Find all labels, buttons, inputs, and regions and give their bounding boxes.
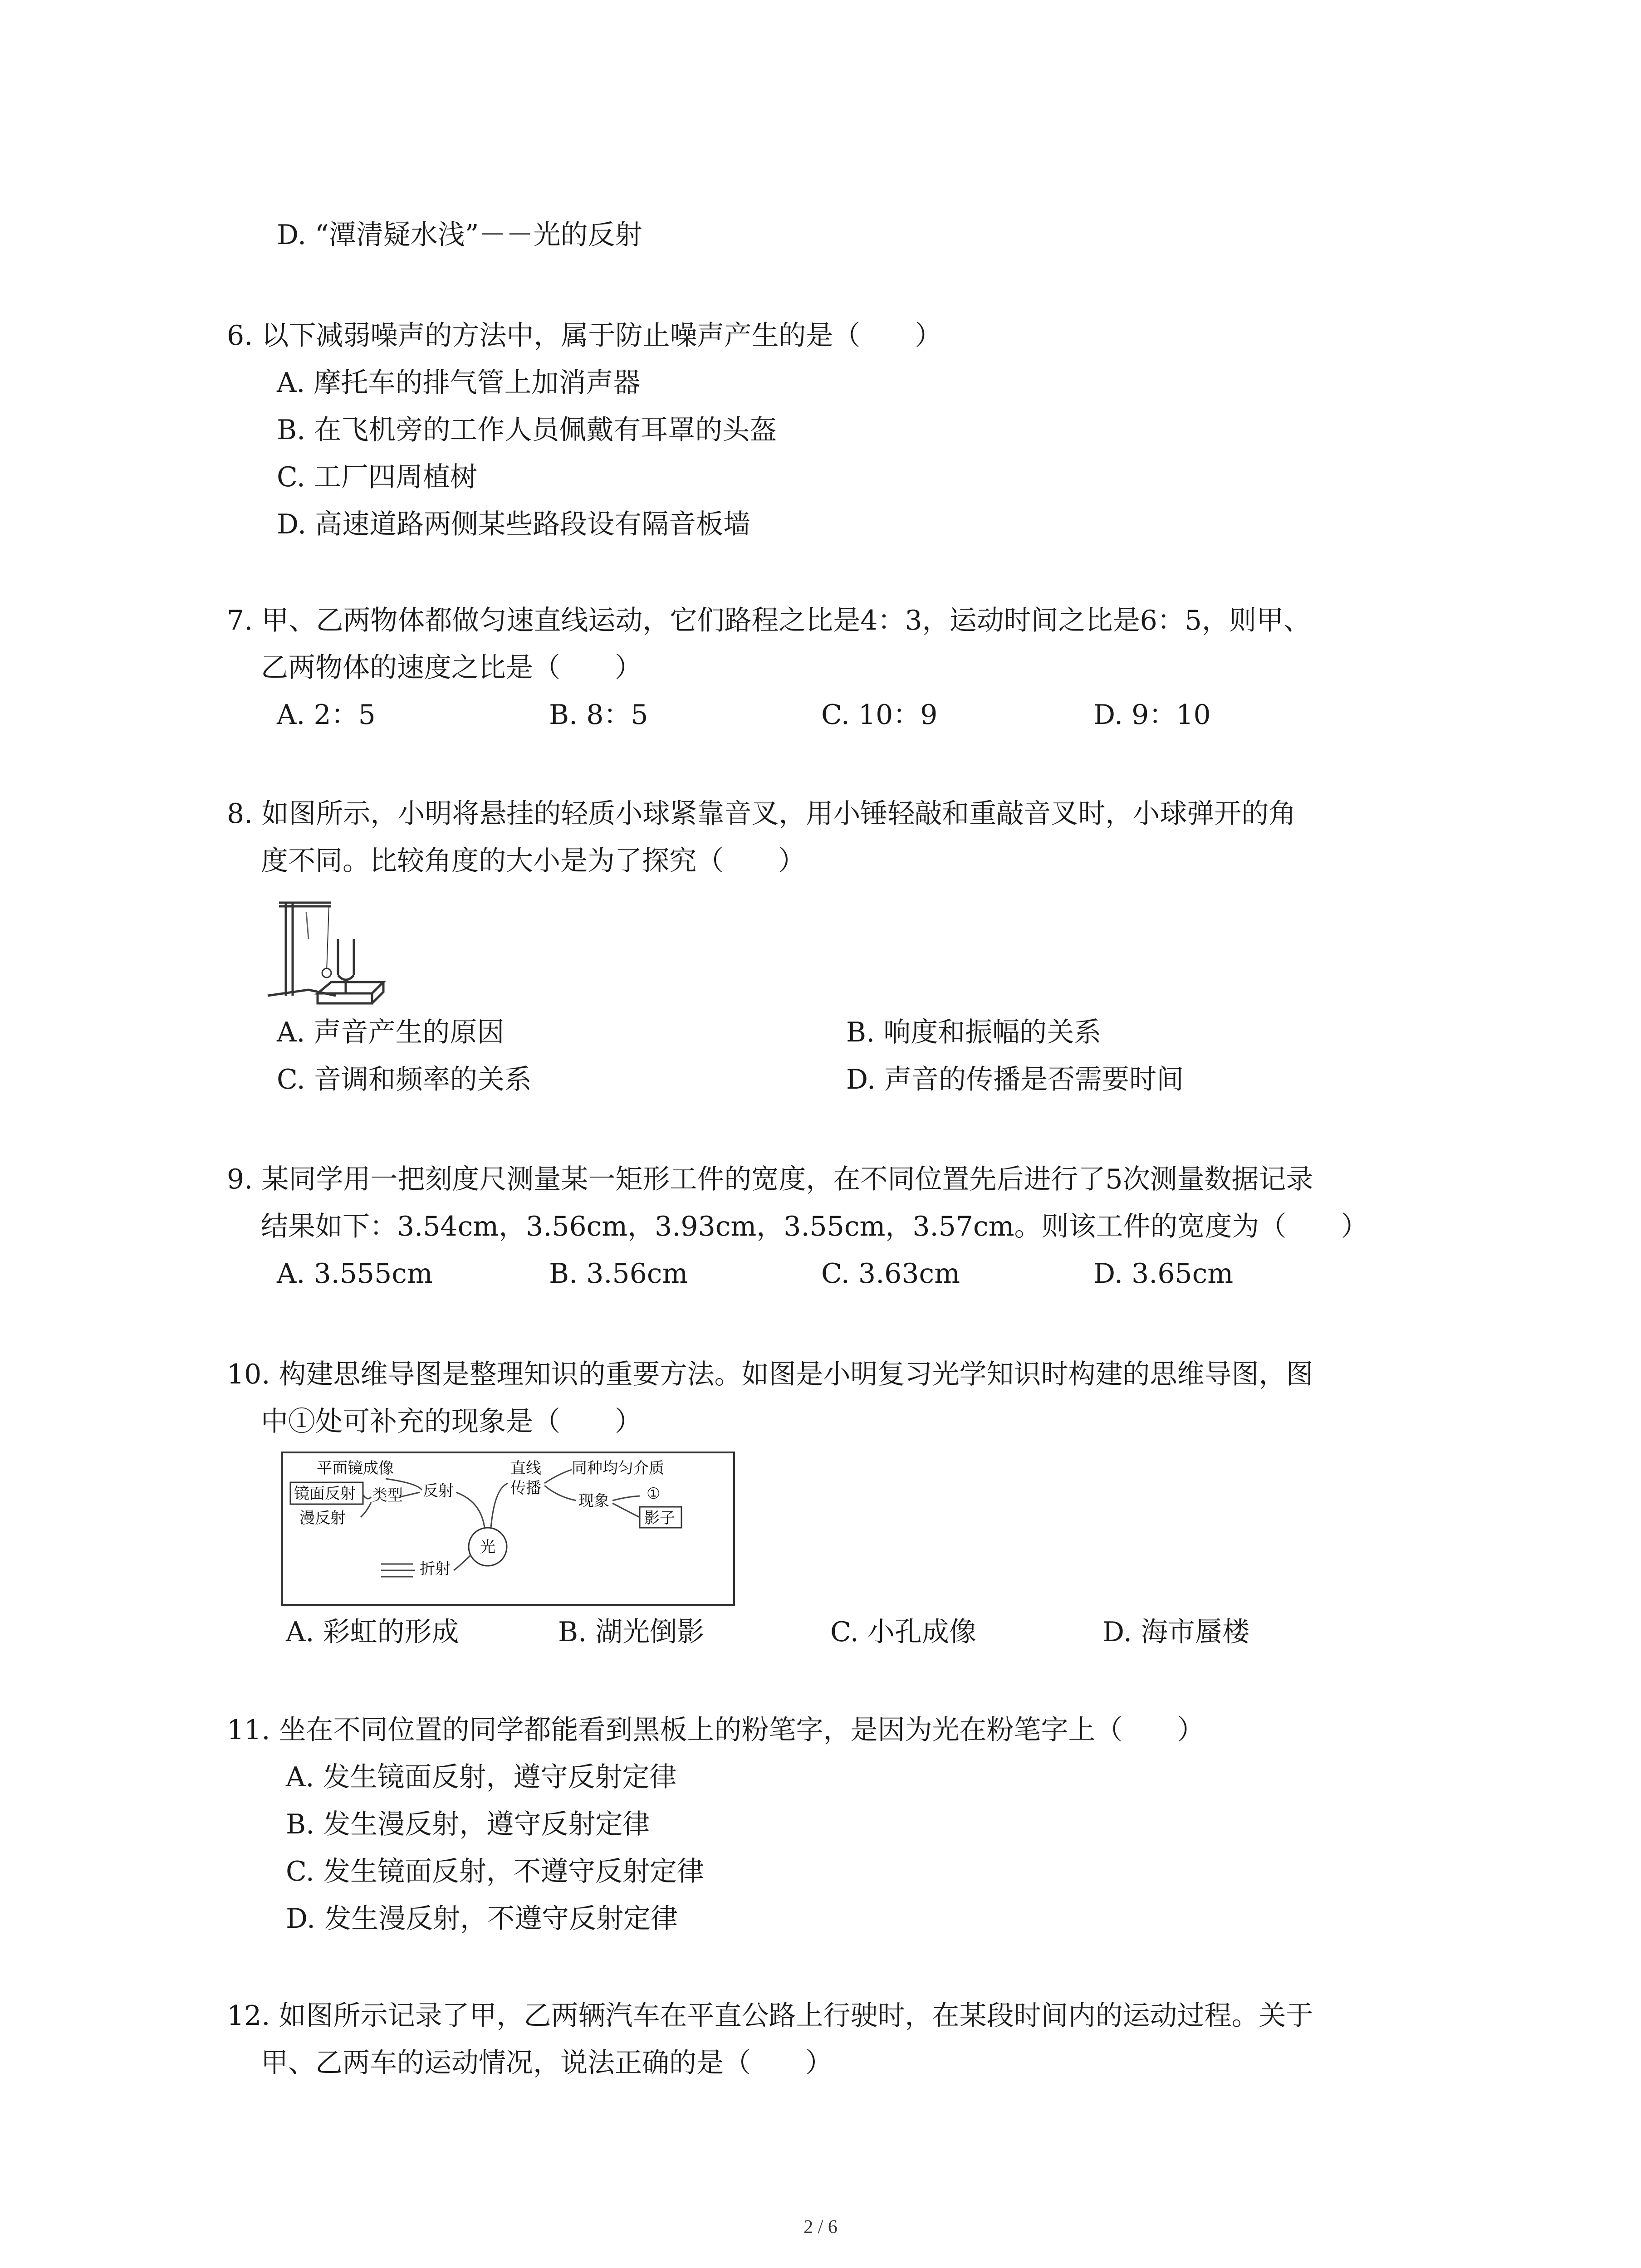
- mind-map-diagram: [281, 1452, 735, 1606]
- q9-option-a: A. 3.555cm: [277, 1258, 433, 1290]
- mm-propagation: 传播: [510, 1479, 541, 1497]
- mm-specular: 镜面反射: [294, 1485, 356, 1503]
- mm-uniform-medium: 同种均匀介质: [572, 1459, 664, 1477]
- mm-circle-one: ①: [647, 1485, 661, 1503]
- q7-option-c: C. 10：9: [821, 699, 938, 731]
- q8-option-c: C. 音调和频率的关系: [277, 1064, 532, 1095]
- mm-refraction: 折射: [420, 1560, 451, 1578]
- q7-option-b: B. 8：5: [549, 699, 648, 731]
- mm-diffuse: 漫反射: [299, 1509, 346, 1527]
- q10-option-a: A. 彩虹的形成: [286, 1616, 459, 1648]
- q6-option-d: D. 高速道路两侧某些路段设有隔音板墙: [277, 508, 751, 540]
- q6-option-b: B. 在飞机旁的工作人员佩戴有耳罩的头盔: [277, 414, 777, 446]
- q6-stem: 6. 以下减弱噪声的方法中，属于防止噪声产生的是（ ）: [227, 320, 942, 352]
- q11-option-c: C. 发生镜面反射，不遵守反射定律: [286, 1856, 704, 1887]
- q11-stem: 11. 坐在不同位置的同学都能看到黑板上的粉笔字，是因为光在粉笔字上（ ）: [227, 1714, 1205, 1746]
- q8-stem-line2: 度不同。比较角度的大小是为了探究（ ）: [261, 845, 805, 877]
- tuning-fork-figure: [259, 885, 449, 1012]
- q7-stem-line1: 7. 甲、乙两物体都做匀速直线运动，它们路程之比是4：3，运动时间之比是6：5，则甲、: [227, 605, 1311, 636]
- q7-stem-line2: 乙两物体的速度之比是（ ）: [261, 652, 642, 684]
- q10-stem-line2: 中①处可补充的现象是（ ）: [261, 1406, 642, 1437]
- q9-option-c: C. 3.63cm: [821, 1258, 960, 1290]
- q10-option-b: B. 湖光倒影: [558, 1616, 705, 1648]
- q5-option-d: D. “潭清疑水浅”－－光的反射: [277, 219, 642, 251]
- q6-option-a: A. 摩托车的排气管上加消声器: [277, 367, 641, 399]
- mm-shadow: 影子: [644, 1509, 675, 1527]
- mm-phenomenon: 现象: [578, 1492, 609, 1510]
- q12-stem-line2: 甲、乙两车的运动情况，说法正确的是（ ）: [261, 2047, 833, 2079]
- suspended-ball: [322, 968, 331, 978]
- q7-option-d: D. 9：10: [1093, 699, 1211, 731]
- q7-option-a: A. 2：5: [277, 699, 376, 731]
- q8-option-b: B. 响度和振幅的关系: [846, 1017, 1102, 1048]
- mm-light: 光: [480, 1538, 495, 1556]
- q10-option-d: D. 海市蜃楼: [1102, 1616, 1250, 1648]
- q9-stem-line2: 结果如下：3.54cm，3.56cm，3.93cm，3.55cm，3.57cm。则该工件的宽度为（ ）: [261, 1211, 1368, 1242]
- q8-option-d: D. 声音的传播是否需要时间: [846, 1064, 1184, 1095]
- q11-option-a: A. 发生镜面反射，遵守反射定律: [286, 1761, 677, 1793]
- q11-option-d: D. 发生漫反射，不遵守反射定律: [286, 1903, 678, 1935]
- q12-stem-line1: 12. 如图所示记录了甲，乙两辆汽车在平直公路上行驶时，在某段时间内的运动过程。关于: [227, 2000, 1313, 2032]
- mm-plane-mirror: 平面镜成像: [317, 1459, 394, 1477]
- mm-straight-line: 直线: [510, 1459, 541, 1477]
- page-number: 2 / 6: [803, 2217, 838, 2238]
- mm-reflection: 反射: [423, 1482, 454, 1500]
- q8-stem-line1: 8. 如图所示，小明将悬挂的轻质小球紧靠音叉，用小锤轻敲和重敲音叉时，小球弹开的角: [227, 798, 1296, 830]
- mm-type: 类型: [372, 1486, 403, 1505]
- q9-stem-line1: 9. 某同学用一把刻度尺测量某一矩形工件的宽度，在不同位置先后进行了5次测量数据记录: [227, 1163, 1313, 1195]
- q9-option-d: D. 3.65cm: [1093, 1258, 1234, 1290]
- q6-option-c: C. 工厂四周植树: [277, 461, 477, 493]
- q11-option-b: B. 发生漫反射，遵守反射定律: [286, 1809, 650, 1840]
- q10-stem-line1: 10. 构建思维导图是整理知识的重要方法。如图是小明复习光学知识时构建的思维导图，图: [227, 1359, 1313, 1390]
- q10-option-c: C. 小孔成像: [830, 1616, 976, 1648]
- q8-option-a: A. 声音产生的原因: [277, 1017, 505, 1048]
- q9-option-b: B. 3.56cm: [549, 1258, 688, 1290]
